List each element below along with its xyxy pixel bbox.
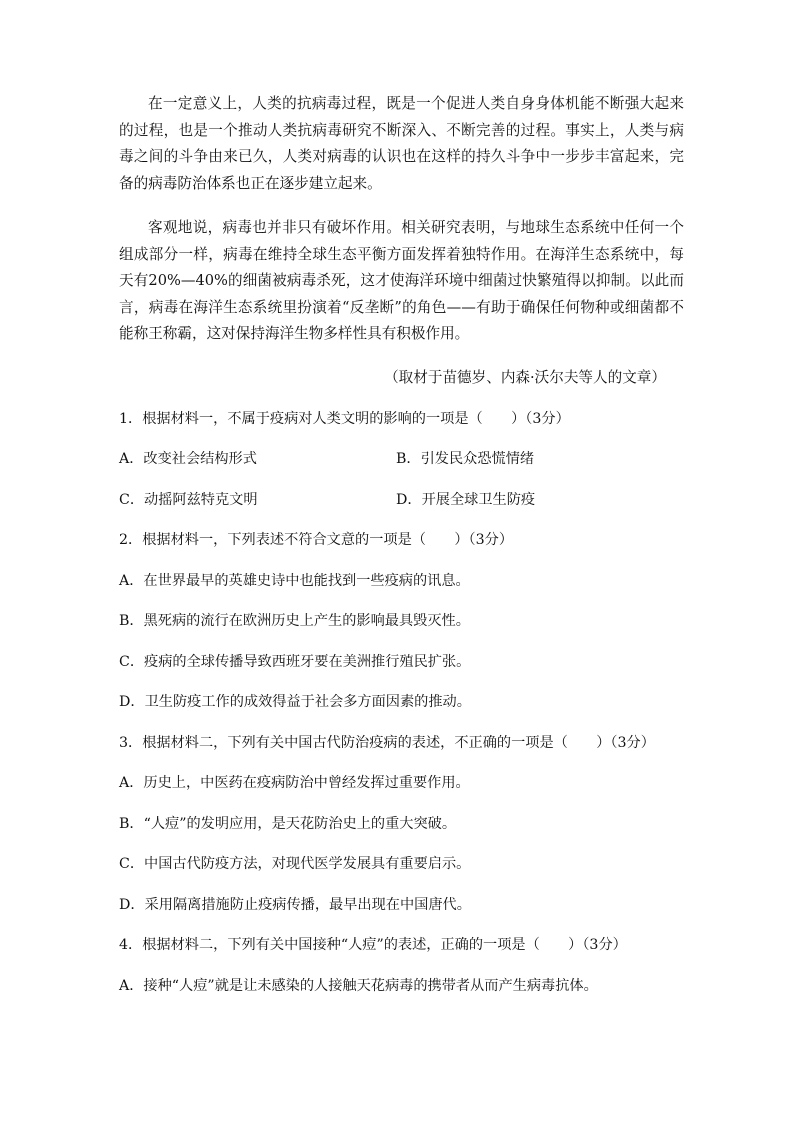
question-1-option-c: C．动摇阿兹特克文明 xyxy=(119,492,258,508)
question-1-option-a: A．改变社会结构形式 xyxy=(119,451,257,467)
question-3-option-d: D．采用隔离措施防止疫病传播，最早出现在中国唐代。 xyxy=(119,897,471,913)
question-1-option-b: B．引发民众恐慌情绪 xyxy=(396,451,535,467)
passage-source: （取材于苗德岁、内森·沃尔夫等人的文章） xyxy=(384,369,666,386)
question-3-option-b: B．“人痘”的发明应用，是天花防治史上的重大突破。 xyxy=(119,816,457,832)
question-3-stem: 3．根据材料二，下列有关中国古代防治疫病的表述，不正确的一项是（ ）（3分） xyxy=(119,735,655,751)
question-1-stem: 1．根据材料一，不属于疫病对人类文明的影响的一项是（ ）（3分） xyxy=(119,411,570,427)
passage-paragraph-1: 在一定意义上，人类的抗病毒过程，既是一个促进人类自身身体机能不断强大起来的过程，也是一个推动人类抗病毒研究不断深入、不断完善的过程。事实上，人类与病毒之间的斗争由来已久，人类对病毒的认识也在这样的持久斗争中一步步丰富起来，完备的病毒防治体系也正在逐步建立起来。 xyxy=(119,95,684,192)
question-2-option-c: C．疫病的全球传播导致西班牙要在美洲推行殖民扩张。 xyxy=(119,654,471,670)
question-3-option-c: C．中国古代防疫方法，对现代医学发展具有重要启示。 xyxy=(119,856,471,872)
question-3-option-a: A．历史上，中医药在疫病防治中曾经发挥过重要作用。 xyxy=(119,775,470,791)
question-4-stem: 4．根据材料二，下列有关中国接种“人痘”的表述，正确的一项是（ ）（3分） xyxy=(119,937,627,953)
question-4-option-a: A．接种“人痘”就是让未感染的人接触天花病毒的携带者从而产生病毒抗体。 xyxy=(119,978,598,994)
question-2-option-b: B．黑死病的流行在欧洲历史上产生的影响最具毁灭性。 xyxy=(119,613,470,629)
passage-paragraph-2: 客观地说，病毒也并非只有破坏作用。相关研究表明，与地球生态系统中任何一个组成部分一样，病毒在维持全球生态平衡方面发挥着独特作用。在海洋生态系统中，每天有20%—40%的细菌被病毒杀死，这才使海洋环境中细菌过快繁殖得以抑制。以此而言，病毒在海洋生态系统里扮演着“反垄断”的角色——有助于确保任何物种或细菌都不能称王称霸，这对保持海洋生物多样性具有积极作用。 xyxy=(119,219,684,343)
question-1-option-d: D．开展全球卫生防疫 xyxy=(396,492,536,508)
question-2-stem: 2．根据材料一，下列表述不符合文意的一项是（ ）（3分） xyxy=(119,532,514,548)
question-2-option-d: D．卫生防疫工作的成效得益于社会多方面因素的推动。 xyxy=(119,694,471,710)
question-2-option-a: A．在世界最早的英雄史诗中也能找到一些疫病的讯息。 xyxy=(119,573,470,589)
